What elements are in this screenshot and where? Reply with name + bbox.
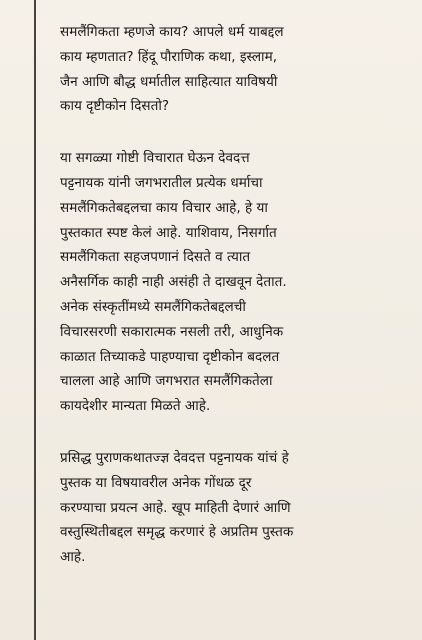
paragraph-spacer <box>60 119 410 146</box>
text-line: काळात तिच्याकडे पाहण्याचा दृष्टीकोन बदलत <box>60 348 280 365</box>
text-line: काय म्हणतात? हिंदू पौराणिक कथा, इस्लाम, <box>60 48 278 65</box>
blurb-text-block <box>60 20 410 570</box>
paragraph-spacer <box>60 419 410 446</box>
text-line: समलैंगिकता सहजपणानं दिसते व त्यात <box>60 249 251 266</box>
text-line: पुस्तकात स्पष्ट केलं आहे. याशिवाय, निसर्गात <box>60 224 277 241</box>
text-line: या सगळ्या गोष्टी विचारात घेऊन देवदत्त <box>60 150 250 167</box>
text-line: पुस्तक या विषयावरील अनेक गोंधळ दूर <box>60 474 252 491</box>
text-line: कायदेशीर मान्यता मिळते आहे. <box>60 398 211 415</box>
paragraph-intro-questions <box>60 20 410 119</box>
text-line: अनेक संस्कृतींमध्ये समलैंगिकतेबद्दलची <box>60 298 246 315</box>
text-line: चालला आहे आणि जगभरात समलैंगिकतेला <box>60 373 273 390</box>
text-line: प्रसिद्ध पुराणकथातज्ज्ञ देवदत्त पट्टनायक यांचं हे <box>60 449 289 466</box>
text-line: अनैसर्गिक काही नाही असंही ते दाखवून देतात. <box>60 274 287 291</box>
paragraph-book-description <box>60 146 410 419</box>
text-line: वस्तुस्थितीबद्दल समृद्ध करणारं हे अप्रतिम पुस्तक <box>60 524 294 541</box>
text-line: आहे. <box>60 549 86 566</box>
vertical-margin-rule <box>34 0 36 640</box>
text-line: समलैंगिकतेबद्दलचा काय विचार आहे, हे या <box>60 199 268 216</box>
text-line: समलैंगिकता म्हणजे काय? आपले धर्म याबद्दल <box>60 24 284 40</box>
text-line: विचारसरणी सकारात्मक नसली तरी, आधुनिक <box>60 323 284 340</box>
paragraph-author-summary <box>60 446 410 570</box>
text-line: पट्टनायक यांनी जगभरातील प्रत्येक धर्माचा <box>60 174 263 191</box>
text-line: काय दृष्टीकोन दिसतो? <box>60 98 170 115</box>
text-line: करण्याचा प्रयत्न आहे. खूप माहिती देणारं आणि <box>60 499 291 516</box>
text-line: जैन आणि बौद्ध धर्मातील साहित्यात याविषयी <box>60 73 278 90</box>
